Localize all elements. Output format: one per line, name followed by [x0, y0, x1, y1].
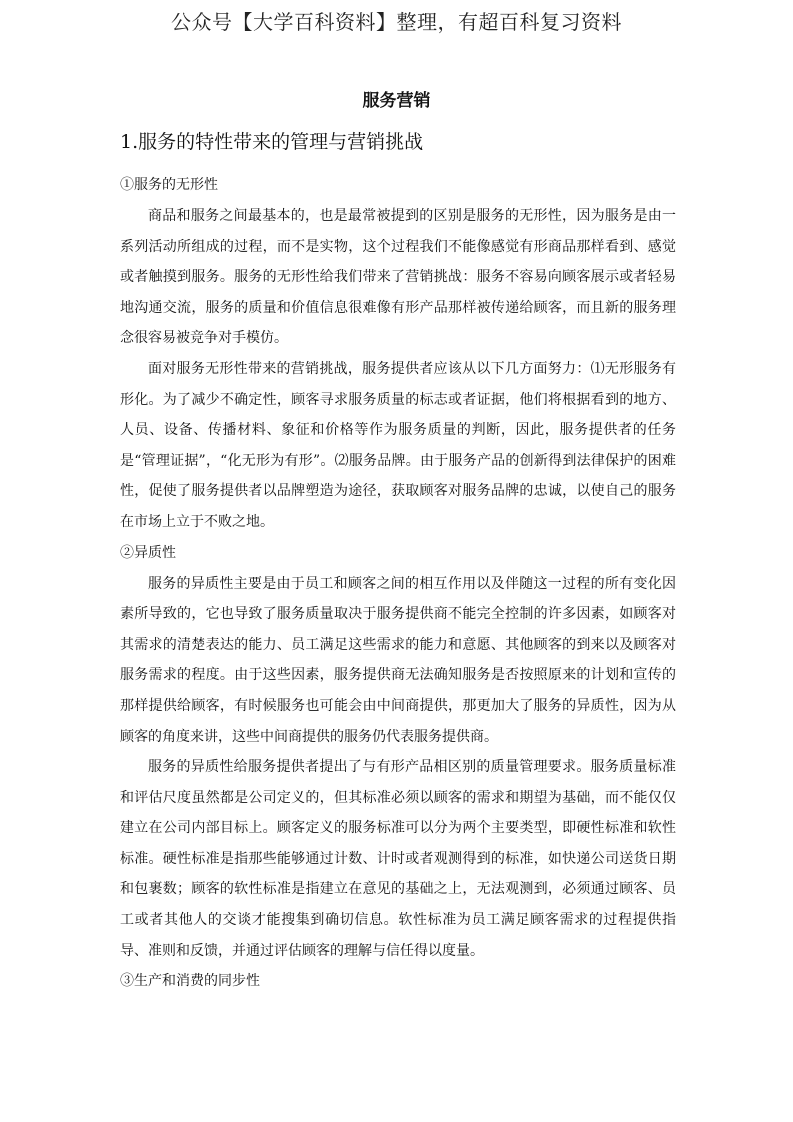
section-heading: 1.服务的特性带来的管理与营销挑战	[120, 131, 424, 153]
header-banner: 公众号【大学百科资料】整理，有超百科复习资料	[171, 10, 622, 34]
subsection-intangibility	[120, 170, 676, 538]
document-body	[120, 128, 676, 997]
paragraph: 服务的异质性给服务提供者提出了与有形产品相区别的质量管理要求。服务质量标准和评估尺度虽然都是公司定义的，但其标准必须以顾客的需求和期望为基础，而不能仅仅建立在公司内部目标上。顾客定义的服务标准可以分为两个主要类型，即硬性标准和软性标准。硬性标准是指那些能够通过计数、计时或者观测得到的标准，如快递公司送货日期和包裹数；顾客的软性标准是指建立在意见的基础之上，无法观测到，必须通过顾客、员工或者其他人的交谈才能搜集到确切信息。软性标准为员工满足顾客需求的过程提供指导、准则和反馈，并通过评估顾客的理解与信任得以度量。	[120, 759, 676, 959]
subsection-simultaneity	[120, 966, 676, 997]
paragraph: 面对服务无形性带来的营销挑战，服务提供者应该从以下几方面努力：⑴无形服务有形化。为了减少不确定性，顾客寻求服务质量的标志或者证据，他们将根据看到的地方、人员、设备、传播材料、象征和价格等作为服务质量的判断，因此，服务提供者的任务是“管理证据”，“化无形为有形”。⑵服务品牌。由于服务产品的创新得到法律保护的困难性，促使了服务提供者以品牌塑造为途径，获取顾客对服务品牌的忠诚，以使自己的服务在市场上立于不败之地。	[120, 360, 676, 530]
subsection-heading: ③生产和消费的同步性	[120, 973, 260, 990]
subsection-heterogeneity	[120, 538, 676, 967]
paragraph: 服务的异质性主要是由于员工和顾客之间的相互作用以及伴随这一过程的所有变化因素所导致的，它也导致了服务质量取决于服务提供商不能完全控制的许多因素，如顾客对其需求的清楚表达的能力、员工满足这些需求的能力和意愿、其他顾客的到来以及顾客对服务需求的程度。由于这些因素，服务提供商无法确知服务是否按照原来的计划和宣传的那样提供给顾客，有时候服务也可能会由中间商提供，那更加大了服务的异质性，因为从顾客的角度来讲，这些中间商提供的服务仍代表服务提供商。	[120, 575, 676, 745]
subsection-heading: ②异质性	[120, 544, 176, 561]
paragraph: 商品和服务之间最基本的，也是最常被提到的区别是服务的无形性，因为服务是由一系列活动所组成的过程，而不是实物，这个过程我们不能像感觉有形商品那样看到、感觉或者触摸到服务。服务的无形性给我们带来了营销挑战：服务不容易向顾客展示或者轻易地沟通交流，服务的质量和价值信息很难像有形产品那样被传递给顾客，而且新的服务理念很容易被竞争对手模仿。	[120, 208, 676, 347]
subsection-heading: ①服务的无形性	[120, 177, 218, 193]
document-title: 服务营销	[362, 91, 431, 111]
